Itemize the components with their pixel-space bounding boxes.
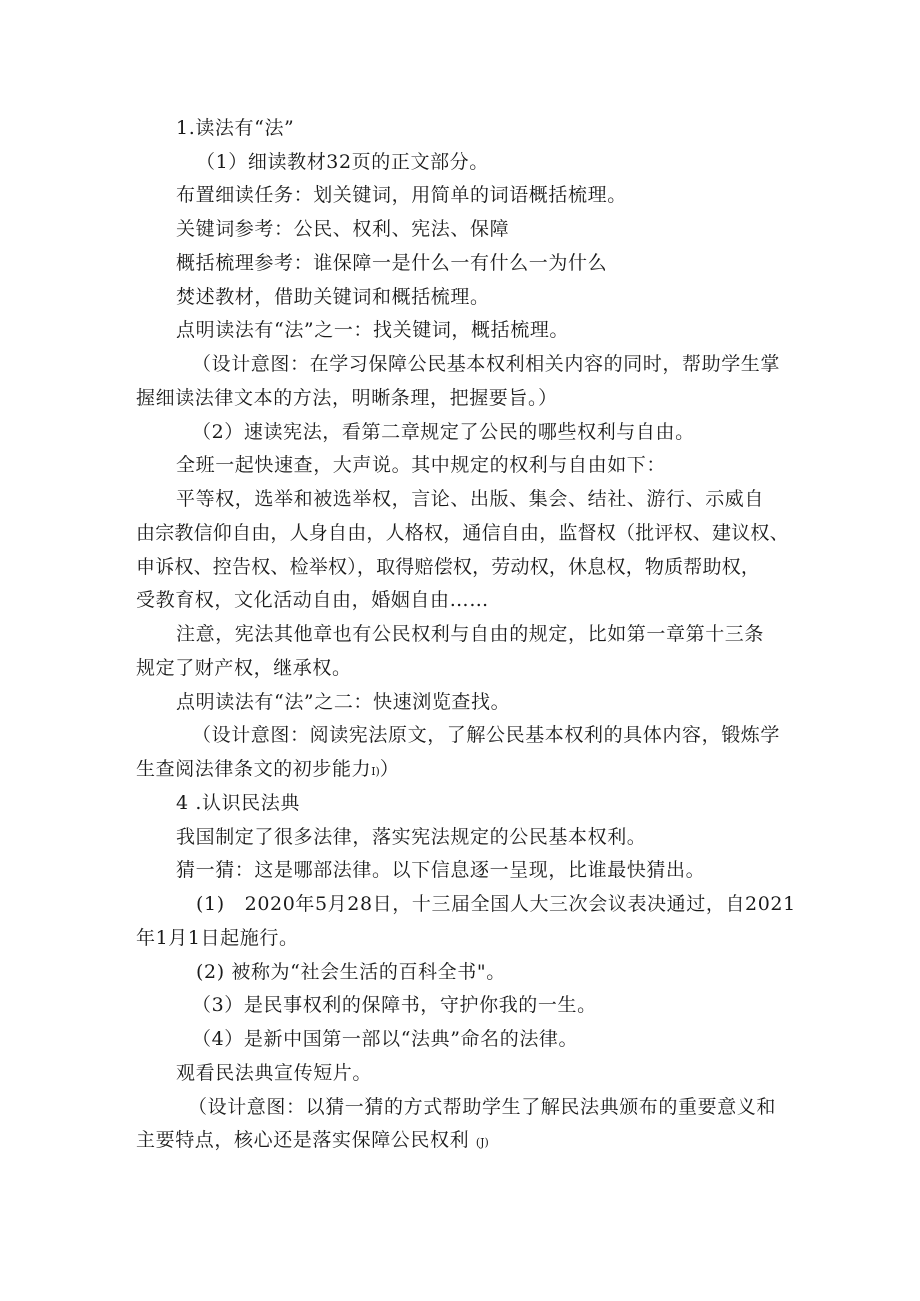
paragraph-line: 概括梳理参考：谁保障一是什么一有什么一为什么 (176, 252, 608, 274)
section-heading-1: 1.读法有“法” (176, 117, 295, 139)
paragraph-line: 我国制定了很多法律，落实宪法规定的公民基本权利。 (176, 826, 647, 848)
paragraph-line: （4）是新中国第一部以“法典”命名的法律。 (192, 1028, 579, 1050)
paragraph-line (136, 757, 399, 784)
paragraph-line: （设计意图：阅读宪法原文，了解公民基本权利的具体内容，锻炼学 (192, 724, 781, 746)
paragraph-line: 布置细读任务：划关键词，用简单的词语概括梳理。 (176, 184, 627, 206)
paragraph-line: 全班一起快速查，大声说。其中规定的权利与自由如下： (176, 454, 667, 476)
paragraph-line: (2) 被称为“社会生活的百科全书"。 (196, 961, 506, 983)
paragraph-line: 关键词参考：公民、权利、宪法、保障 (176, 218, 510, 240)
paragraph-line: 申诉权、控告权、检举权），取得赔偿权，劳动权，休息权，物质帮助权， (136, 556, 761, 578)
footnote-mark: I) (371, 765, 380, 778)
paragraph-line: 点明读法有“法”之二：快速浏览查找。 (176, 691, 511, 713)
paragraph-line (136, 1128, 489, 1155)
paragraph-line: （设计意图：以猜一猜的方式帮助学生了解民法典颁布的重要意义和 (188, 1096, 777, 1118)
paragraph-line: 年1月1日起施行。 (136, 927, 299, 949)
line-text: 生查阅法律条文的初步能力 (136, 758, 372, 780)
paragraph-line: 猜一猜：这是哪部法律。以下信息逐一呈现，比谁最快猜出。 (176, 859, 706, 881)
paragraph-line: 平等权，选举和被选举权，言论、出版、集会、结社、游行、示威自 (176, 488, 765, 510)
footnote-mark: (J) (475, 1136, 489, 1149)
paragraph-line: 注意，宪法其他章也有公民权利与自由的规定，比如第一章第十三条 (176, 623, 765, 645)
paragraph-line: 握细读法律文本的方法，明晰条理，把握要旨。） (136, 387, 558, 409)
line-text: 主要特点，核心还是落实保障公民权利 (136, 1129, 470, 1151)
paragraph-line: 观看民法典宣传短片。 (176, 1062, 373, 1084)
paragraph-line: 由宗教信仰自由，人身自由，人格权，通信自由，监督权（批评权、建议权、 (136, 522, 789, 544)
paragraph-line: （设计意图：在学习保障公民基本权利相关内容的同时，帮助学生掌 (192, 353, 781, 375)
paragraph-line: （1）细读教材32页的正文部分。 (196, 151, 489, 173)
paragraph-line: （2）速读宪法，看第二章规定了公民的哪些权利与自由。 (192, 421, 695, 443)
paragraph-line: 点明读法有“法”之一：找关键词，概括梳理。 (176, 319, 570, 341)
closing-bracket: ） (379, 758, 400, 780)
paragraph-line: (1) 2020年5月28日，十三届全国人大三次会议表决通过，自2021 (196, 893, 796, 915)
section-heading-4: 4 .认识民法典 (176, 792, 300, 814)
paragraph-line: （3）是民事权利的保障书，守护你我的一生。 (192, 994, 597, 1016)
paragraph-line: 受教育权，文化活动自由，婚姻自由…… (136, 589, 489, 611)
paragraph-line: 焚述教材，借助关键词和概括梳理。 (176, 286, 490, 308)
paragraph-line: 规定了财产权，继承权。 (136, 657, 352, 679)
